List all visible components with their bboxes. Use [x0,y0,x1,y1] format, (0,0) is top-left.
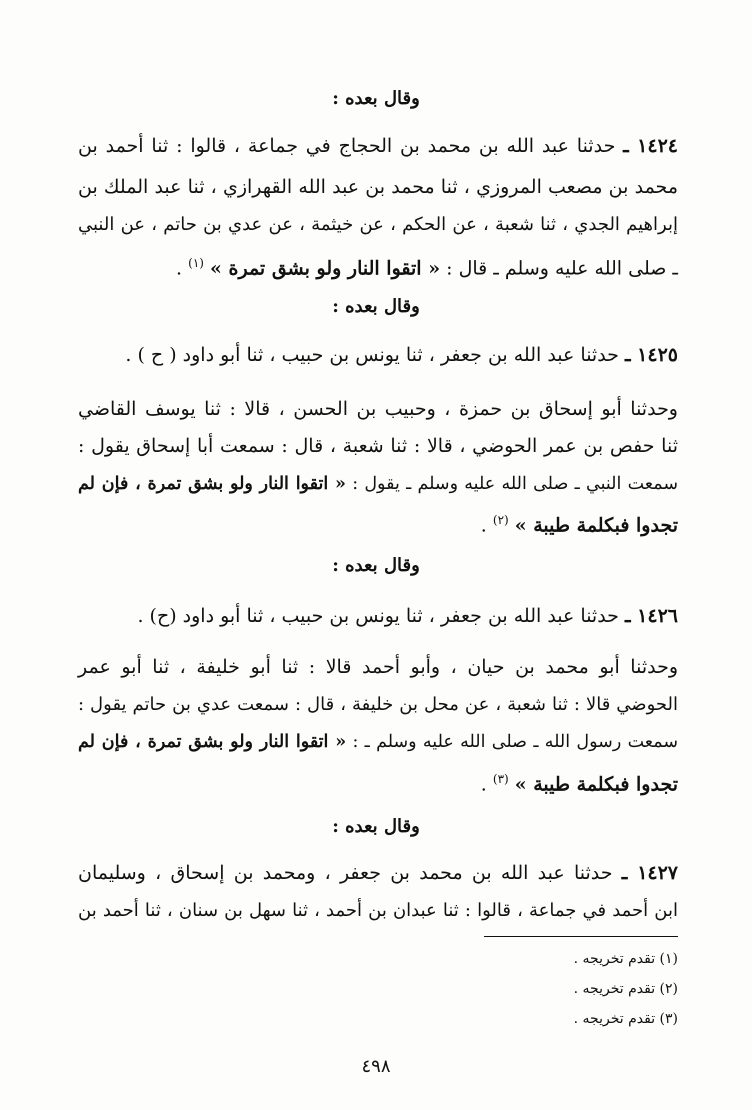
footnote-1: (١) تقدم تخريجه . [573,951,678,967]
page-number: ٤٩٨ [361,1056,391,1077]
period: . [480,514,487,537]
section-heading: وقال بعده : [332,555,420,576]
hadith-text: سمعت النبي ـ صلى الله عليه وسلم ـ يقول : [352,474,678,494]
hadith-number: ١٤٢٥ ـ [624,344,678,366]
hadith-text: حدثنا عبد الله بن جعفر ، ثنا يونس بن حبيب ، ثنا أبو داود ( ح ) . [125,344,619,366]
hadith-1426-line-3: الحوضي قالا : ثنا شعبة ، عن محل بن خليفة ، قال : سمعت عدي بن حاتم يقول : [78,694,678,715]
hadith-text: حدثنا عبد الله بن محمد بن الحجاج في جماعة ، قالوا : ثنا أحمد بن [78,135,616,157]
hadith-1424-line-3: إبراهيم الجدي ، ثنا شعبة ، عن الحكم ، عن خيثمة ، عن عدي بن حاتم ، عن النبي [78,214,678,235]
hadith-number: ١٤٢٦ ـ [624,605,678,627]
hadith-1424-line-2: محمد بن مصعب المروزي ، ثنا محمد بن عبد الله القهرازي ، ثنا عبد الملك بن [78,176,678,198]
hadith-text: حدثنا عبد الله بن جعفر ، ثنا يونس بن حبيب ، ثنا أبو داود (ح) . [137,605,619,627]
footnote-2: (٢) تقدم تخريجه . [573,981,678,997]
hadith-1425-line-1 [78,342,678,368]
hadith-1426-line-2: وحدثنا أبو محمد بن حيان ، وأبو أحمد قالا : ثنا أبو خليفة ، ثنا أبو عمر [78,656,678,678]
hadith-text: حدثنا عبد الله بن محمد بن جعفر ، ومحمد بن إسحاق ، وسليمان [78,862,613,884]
hadith-number: ١٤٢٧ ـ [621,862,679,884]
hadith-number: ١٤٢٤ ـ [623,135,678,157]
footnote-marker: (٢) [492,513,509,527]
footnote-separator [484,936,678,937]
hadith-1426-line-4 [78,729,678,755]
hadith-1424-line-4 [78,250,678,281]
prophetic-quote: « اتقوا النار ولو بشق تمرة » [210,257,441,280]
hadith-1424-line-1 [78,133,678,159]
period: . [176,257,183,280]
hadith-1425-line-2: وحدثنا أبو إسحاق بن حمزة ، وحبيب بن الحسن ، قالا : ثنا يوسف القاضي [78,398,678,420]
section-heading: وقال بعده : [332,296,420,317]
footnote-3: (٣) تقدم تخريجه . [573,1011,678,1027]
hadith-1425-line-3: ثنا حفص بن عمر الحوضي ، قالا : ثنا شعبة ، قال : سمعت أبا إسحاق يقول : [78,435,678,457]
footnote-marker: (٣) [492,772,509,786]
section-heading: وقال بعده : [332,816,420,837]
prophetic-quote: تجدوا فبكلمة طيبة » [514,514,678,537]
hadith-1426-line-5 [78,766,678,797]
hadith-1426-line-1 [78,603,678,629]
hadith-1425-line-4 [78,471,678,497]
hadith-text: سمعت رسول الله ـ صلى الله عليه وسلم ـ : [352,732,678,752]
section-heading: وقال بعده : [332,88,420,109]
footnote-marker: (١) [188,256,204,270]
hadith-text: ـ صلى الله عليه وسلم ـ قال : [446,257,678,280]
period: . [480,773,487,796]
prophetic-quote: تجدوا فبكلمة طيبة » [514,773,678,796]
hadith-1427-line-2: ابن أحمد في جماعة ، قالوا : ثنا عبدان بن أحمد ، ثنا سهل بن سنان ، ثنا أحمد بن [78,900,678,921]
prophetic-quote: « اتقوا النار ولو بشق تمرة ، فإن لم [78,732,347,752]
prophetic-quote: « اتقوا النار ولو بشق تمرة ، فإن لم [78,474,346,494]
hadith-1425-line-5 [78,507,678,538]
hadith-1427-line-1 [78,860,678,886]
